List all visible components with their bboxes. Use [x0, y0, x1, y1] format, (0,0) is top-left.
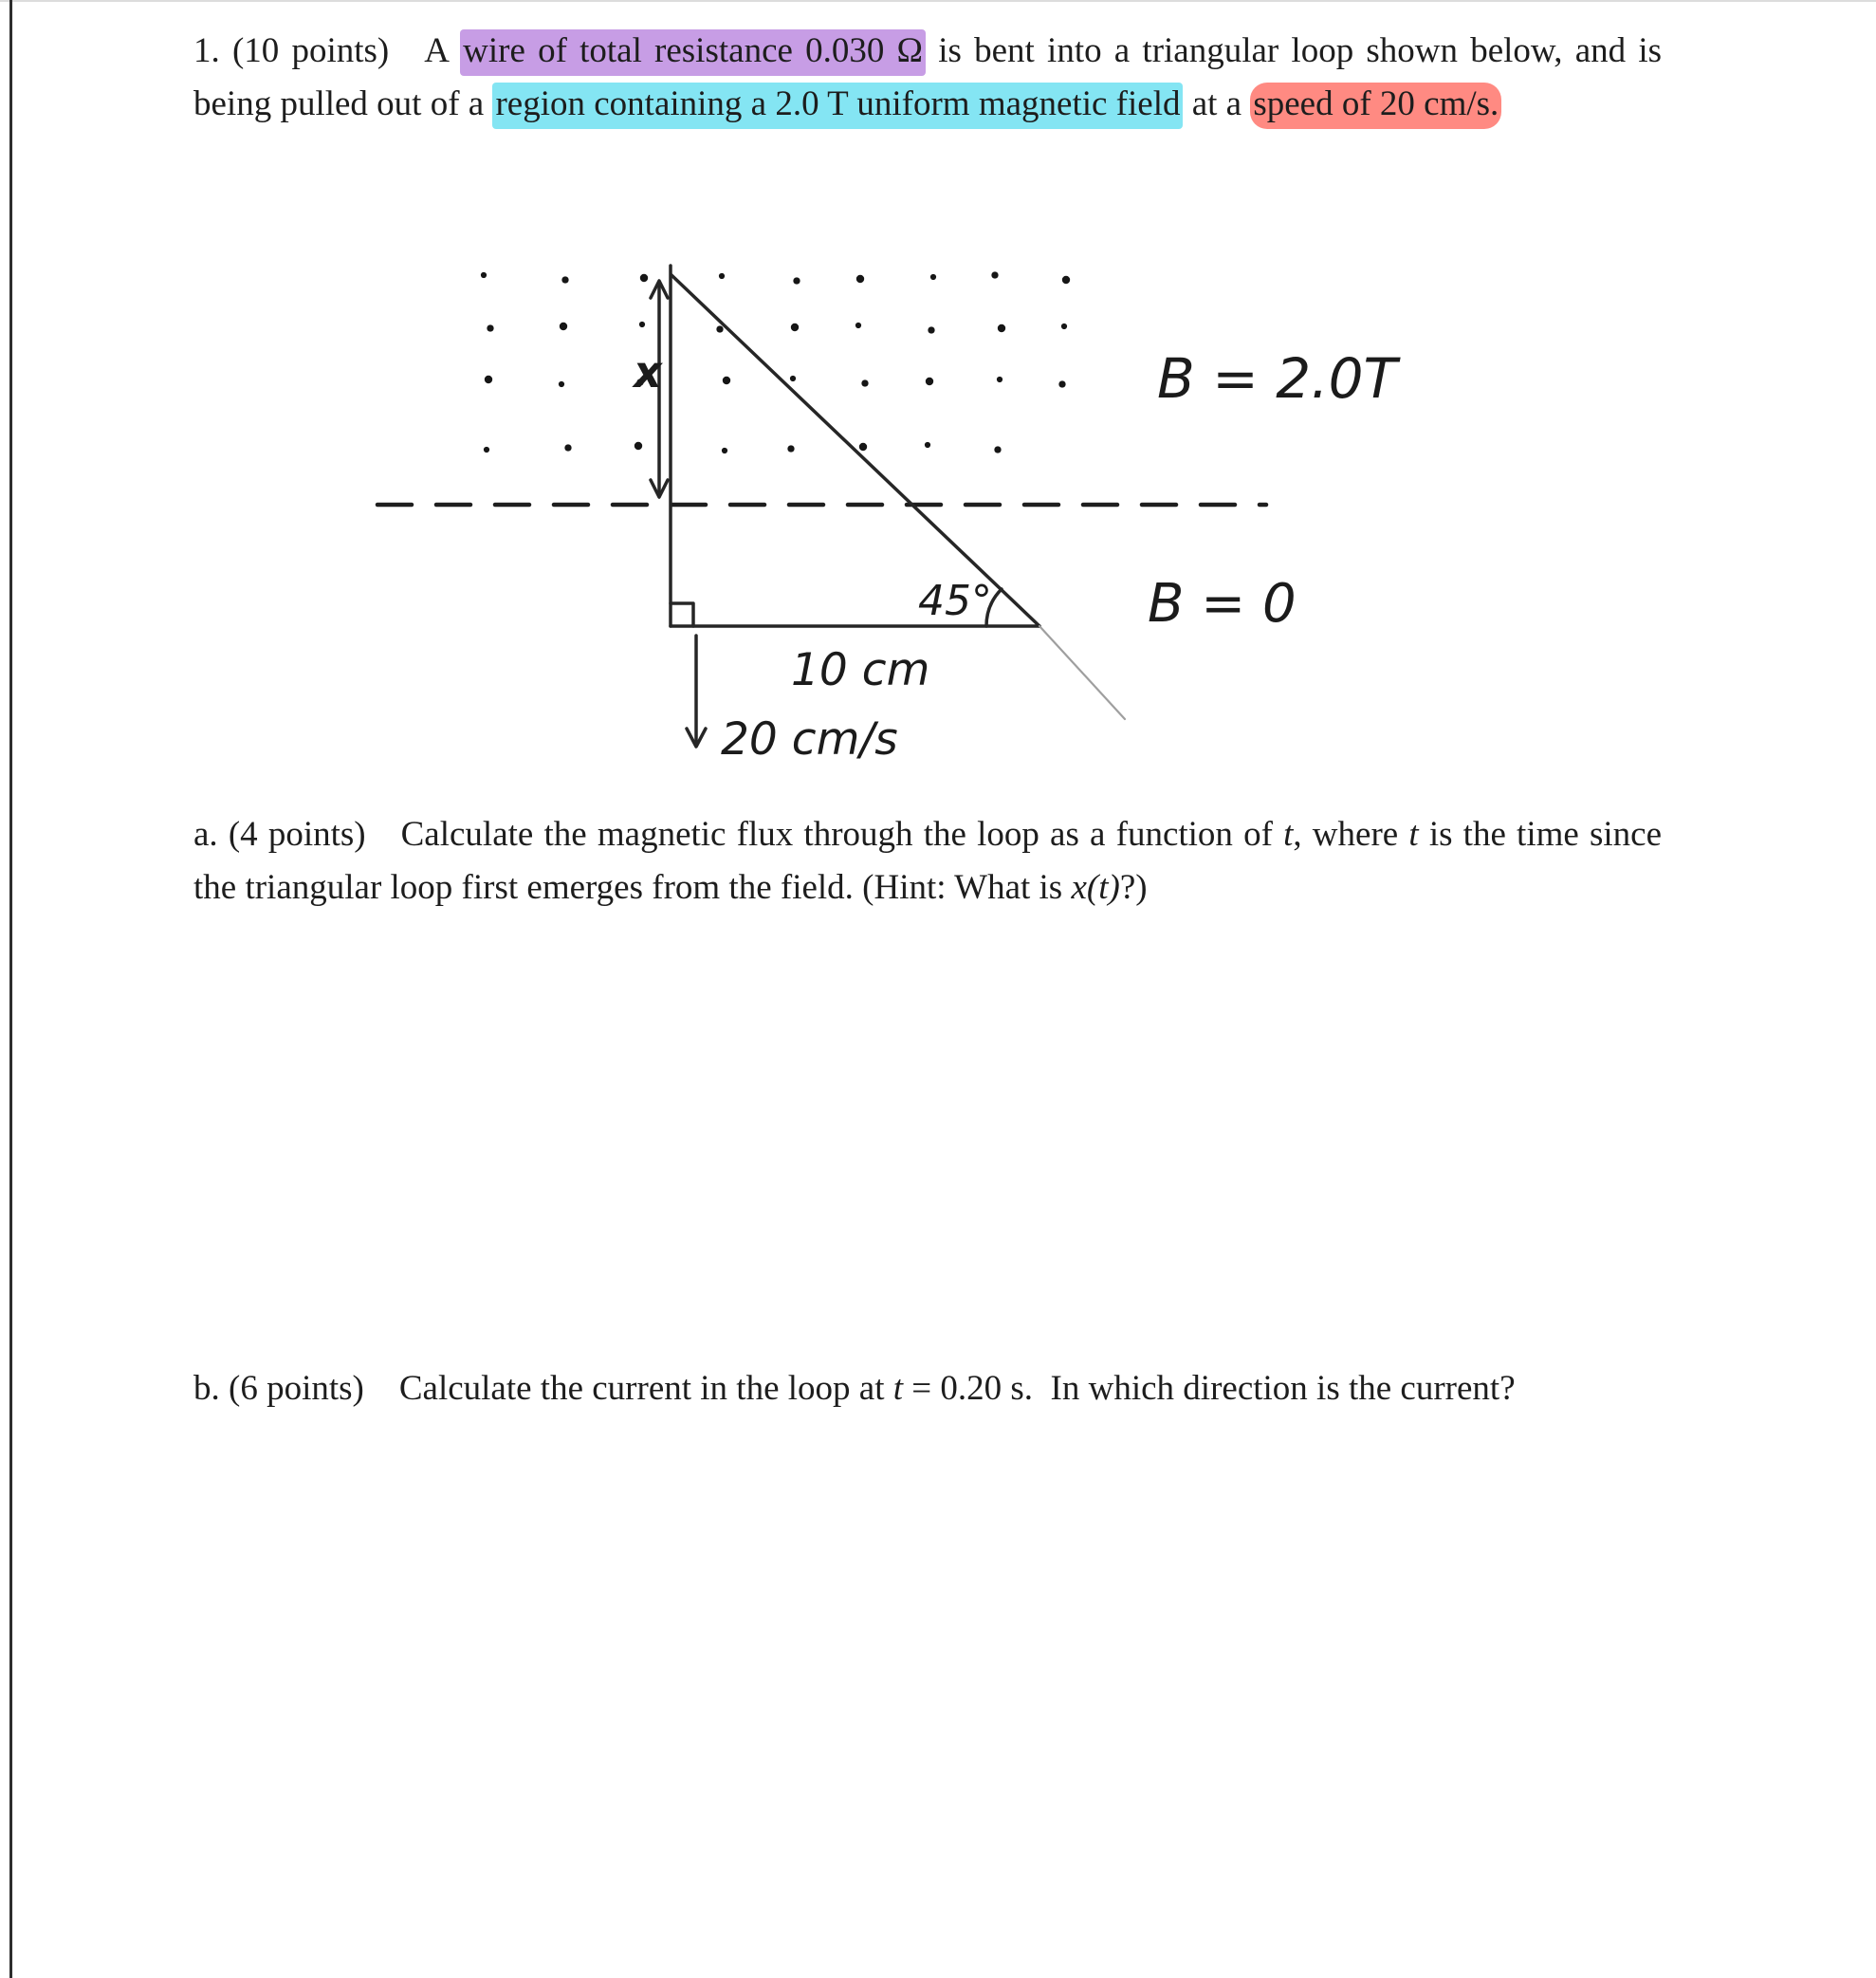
field-dot — [481, 272, 487, 278]
page-top-edge — [0, 0, 1876, 2]
field-dot — [859, 443, 867, 451]
field-dot — [484, 447, 489, 453]
field-dot — [723, 377, 730, 384]
math-var-x-of-t: x(t) — [1071, 868, 1120, 907]
field-dot — [722, 448, 727, 453]
triangular-loop-diagram — [322, 237, 1499, 787]
field-dot — [997, 377, 1002, 382]
field-dot — [1061, 324, 1067, 329]
field-dot — [561, 276, 568, 283]
field-dot — [1062, 276, 1070, 284]
page-left-edge — [9, 0, 12, 1978]
part-b-question — [193, 1362, 1662, 1415]
velocity-arrow — [687, 636, 706, 747]
highlight-magnetic-field: region containing a 2.0 T uniform magnetic field — [492, 83, 1183, 129]
field-dot — [856, 275, 864, 283]
part-a-mid-text-2: is the time since the triangular loop first emerges from the field. (Hint: What is — [193, 815, 1662, 907]
math-var-t: t — [892, 1369, 904, 1408]
field-dot — [787, 445, 794, 452]
base-length-label: 10 cm — [791, 644, 930, 696]
part-b-lead-text: b. (6 points) Calculate the current in the loop at — [193, 1369, 893, 1408]
field-dot — [928, 326, 934, 333]
field-dots — [481, 271, 1070, 453]
right-angle-marker — [671, 603, 693, 626]
problem-statement — [193, 25, 1662, 131]
field-dot — [560, 323, 567, 330]
field-dot — [635, 442, 642, 450]
field-dot — [485, 376, 492, 383]
field-dot — [790, 376, 796, 381]
field-dot — [994, 446, 1001, 453]
math-var-t: t — [1408, 815, 1419, 854]
part-a-question — [193, 808, 1662, 915]
field-dot — [719, 273, 725, 279]
problem-mid-text-1: is bent into a triangular loop shown below, and is being pulled out of a — [193, 31, 1662, 123]
angle-label: 45° — [918, 577, 992, 625]
field-dot — [991, 271, 998, 278]
field-dot — [861, 379, 868, 386]
field-dot — [998, 324, 1005, 332]
x-distance-label: x — [634, 346, 662, 397]
field-dot — [791, 324, 799, 331]
field-dot — [926, 378, 933, 385]
hypotenuse-pencil-extension — [1039, 626, 1125, 719]
field-dot — [639, 322, 645, 327]
part-a-mid-text-1: , where — [1293, 815, 1409, 854]
problem-mid-text-2: at a — [1183, 84, 1251, 123]
field-dot — [925, 442, 930, 448]
part-a-tail-text: ?) — [1119, 868, 1148, 907]
part-a-lead-text: a. (4 points) Calculate the magnetic flux through the loop as a function of — [193, 815, 1284, 854]
part-b-tail-text: = 0.20 s. In which direction is the current? — [903, 1369, 1516, 1408]
field-dot — [487, 324, 493, 331]
math-var-t: t — [1283, 815, 1294, 854]
field-strength-label: B = 2.0T — [1157, 346, 1397, 411]
field-dot — [559, 381, 564, 387]
highlight-resistance: wire of total resistance 0.030 Ω — [460, 29, 926, 76]
field-dot — [640, 274, 648, 282]
field-dot — [716, 325, 723, 332]
field-dot — [1058, 380, 1065, 387]
no-field-label: B = 0 — [1148, 573, 1297, 635]
field-dot — [930, 274, 936, 280]
problem-intro-text: 1. (10 points) A — [193, 31, 461, 70]
field-dot — [793, 277, 800, 284]
velocity-label: 20 cm/s — [721, 713, 898, 766]
field-dot — [564, 444, 571, 451]
highlight-speed: speed of 20 cm/s. — [1250, 83, 1501, 129]
field-dot — [855, 323, 861, 328]
